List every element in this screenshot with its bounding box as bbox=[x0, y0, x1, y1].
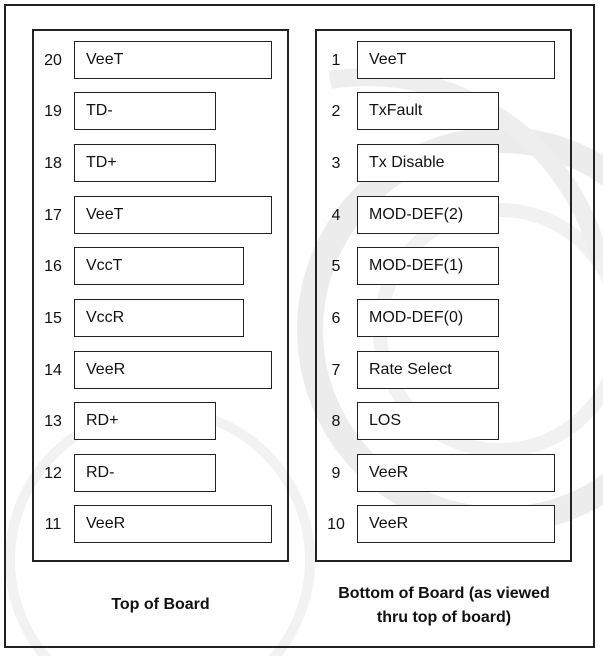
pin-row-16 bbox=[34, 247, 284, 287]
pin-label-box: RD- bbox=[74, 454, 216, 492]
pin-row-4 bbox=[317, 196, 567, 236]
bottom-caption-line-1: Bottom of Board (as viewed bbox=[338, 585, 550, 602]
pin-row-5 bbox=[317, 247, 567, 287]
pin-row-13 bbox=[34, 402, 284, 442]
pin-label-box: TD+ bbox=[74, 144, 216, 182]
pin-label-box: VeeT bbox=[74, 196, 272, 234]
pin-label-box: VeeR bbox=[74, 505, 272, 543]
bottom-caption-line-2: thru top of board) bbox=[376, 609, 512, 626]
pin-row-20 bbox=[34, 41, 284, 81]
pin-label-box: Rate Select bbox=[357, 351, 499, 389]
pin-label-box: VeeT bbox=[357, 41, 555, 79]
pin-row-3 bbox=[317, 144, 567, 184]
pin-number: 3 bbox=[331, 155, 341, 172]
pin-number: 4 bbox=[331, 207, 341, 224]
pin-number: 19 bbox=[44, 103, 62, 120]
pin-label-box: VeeR bbox=[74, 351, 272, 389]
pin-number: 8 bbox=[331, 413, 341, 430]
pin-number: 5 bbox=[331, 258, 341, 275]
pin-label-box: VeeT bbox=[74, 41, 272, 79]
pin-label-box: VeeR bbox=[357, 454, 555, 492]
pin-number: 12 bbox=[44, 465, 62, 482]
pin-number: 11 bbox=[44, 516, 62, 533]
pin-number: 2 bbox=[331, 103, 341, 120]
pin-label-box: TD- bbox=[74, 92, 216, 130]
pin-row-10 bbox=[317, 505, 567, 545]
pin-label-box: RD+ bbox=[74, 402, 216, 440]
pin-row-9 bbox=[317, 454, 567, 494]
pin-row-18 bbox=[34, 144, 284, 184]
pin-row-8 bbox=[317, 402, 567, 442]
pin-row-11 bbox=[34, 505, 284, 545]
pin-label-box: TxFault bbox=[357, 92, 499, 130]
pin-label-box: VccT bbox=[74, 247, 244, 285]
pin-number: 9 bbox=[331, 465, 341, 482]
pin-row-15 bbox=[34, 299, 284, 339]
pin-number: 16 bbox=[44, 258, 62, 275]
pin-row-17 bbox=[34, 196, 284, 236]
pin-label-box: VeeR bbox=[357, 505, 555, 543]
pin-number: 18 bbox=[44, 155, 62, 172]
pin-row-6 bbox=[317, 299, 567, 339]
pin-row-19 bbox=[34, 92, 284, 132]
pin-number: 6 bbox=[331, 310, 341, 327]
pin-label-box: LOS bbox=[357, 402, 499, 440]
pin-label-box: MOD-DEF(0) bbox=[357, 299, 499, 337]
top-of-board-panel bbox=[32, 29, 289, 562]
pin-number: 17 bbox=[44, 207, 62, 224]
pin-label-box: MOD-DEF(2) bbox=[357, 196, 499, 234]
top-of-board-caption: Top of Board bbox=[111, 596, 210, 613]
pin-row-12 bbox=[34, 454, 284, 494]
pin-row-2 bbox=[317, 92, 567, 132]
pin-number: 7 bbox=[331, 362, 341, 379]
bottom-of-board-caption bbox=[300, 582, 588, 630]
pin-number: 20 bbox=[44, 52, 62, 69]
pin-row-14 bbox=[34, 351, 284, 391]
pin-number: 13 bbox=[44, 413, 62, 430]
pin-number: 10 bbox=[327, 516, 345, 533]
pin-number: 15 bbox=[44, 310, 62, 327]
bottom-of-board-panel bbox=[315, 29, 572, 562]
pin-label-box: VccR bbox=[74, 299, 244, 337]
pin-number: 1 bbox=[331, 52, 341, 69]
pin-row-1 bbox=[317, 41, 567, 81]
pin-label-box: MOD-DEF(1) bbox=[357, 247, 499, 285]
pin-row-7 bbox=[317, 351, 567, 391]
pin-number: 14 bbox=[44, 362, 62, 379]
pin-label-box: Tx Disable bbox=[357, 144, 499, 182]
